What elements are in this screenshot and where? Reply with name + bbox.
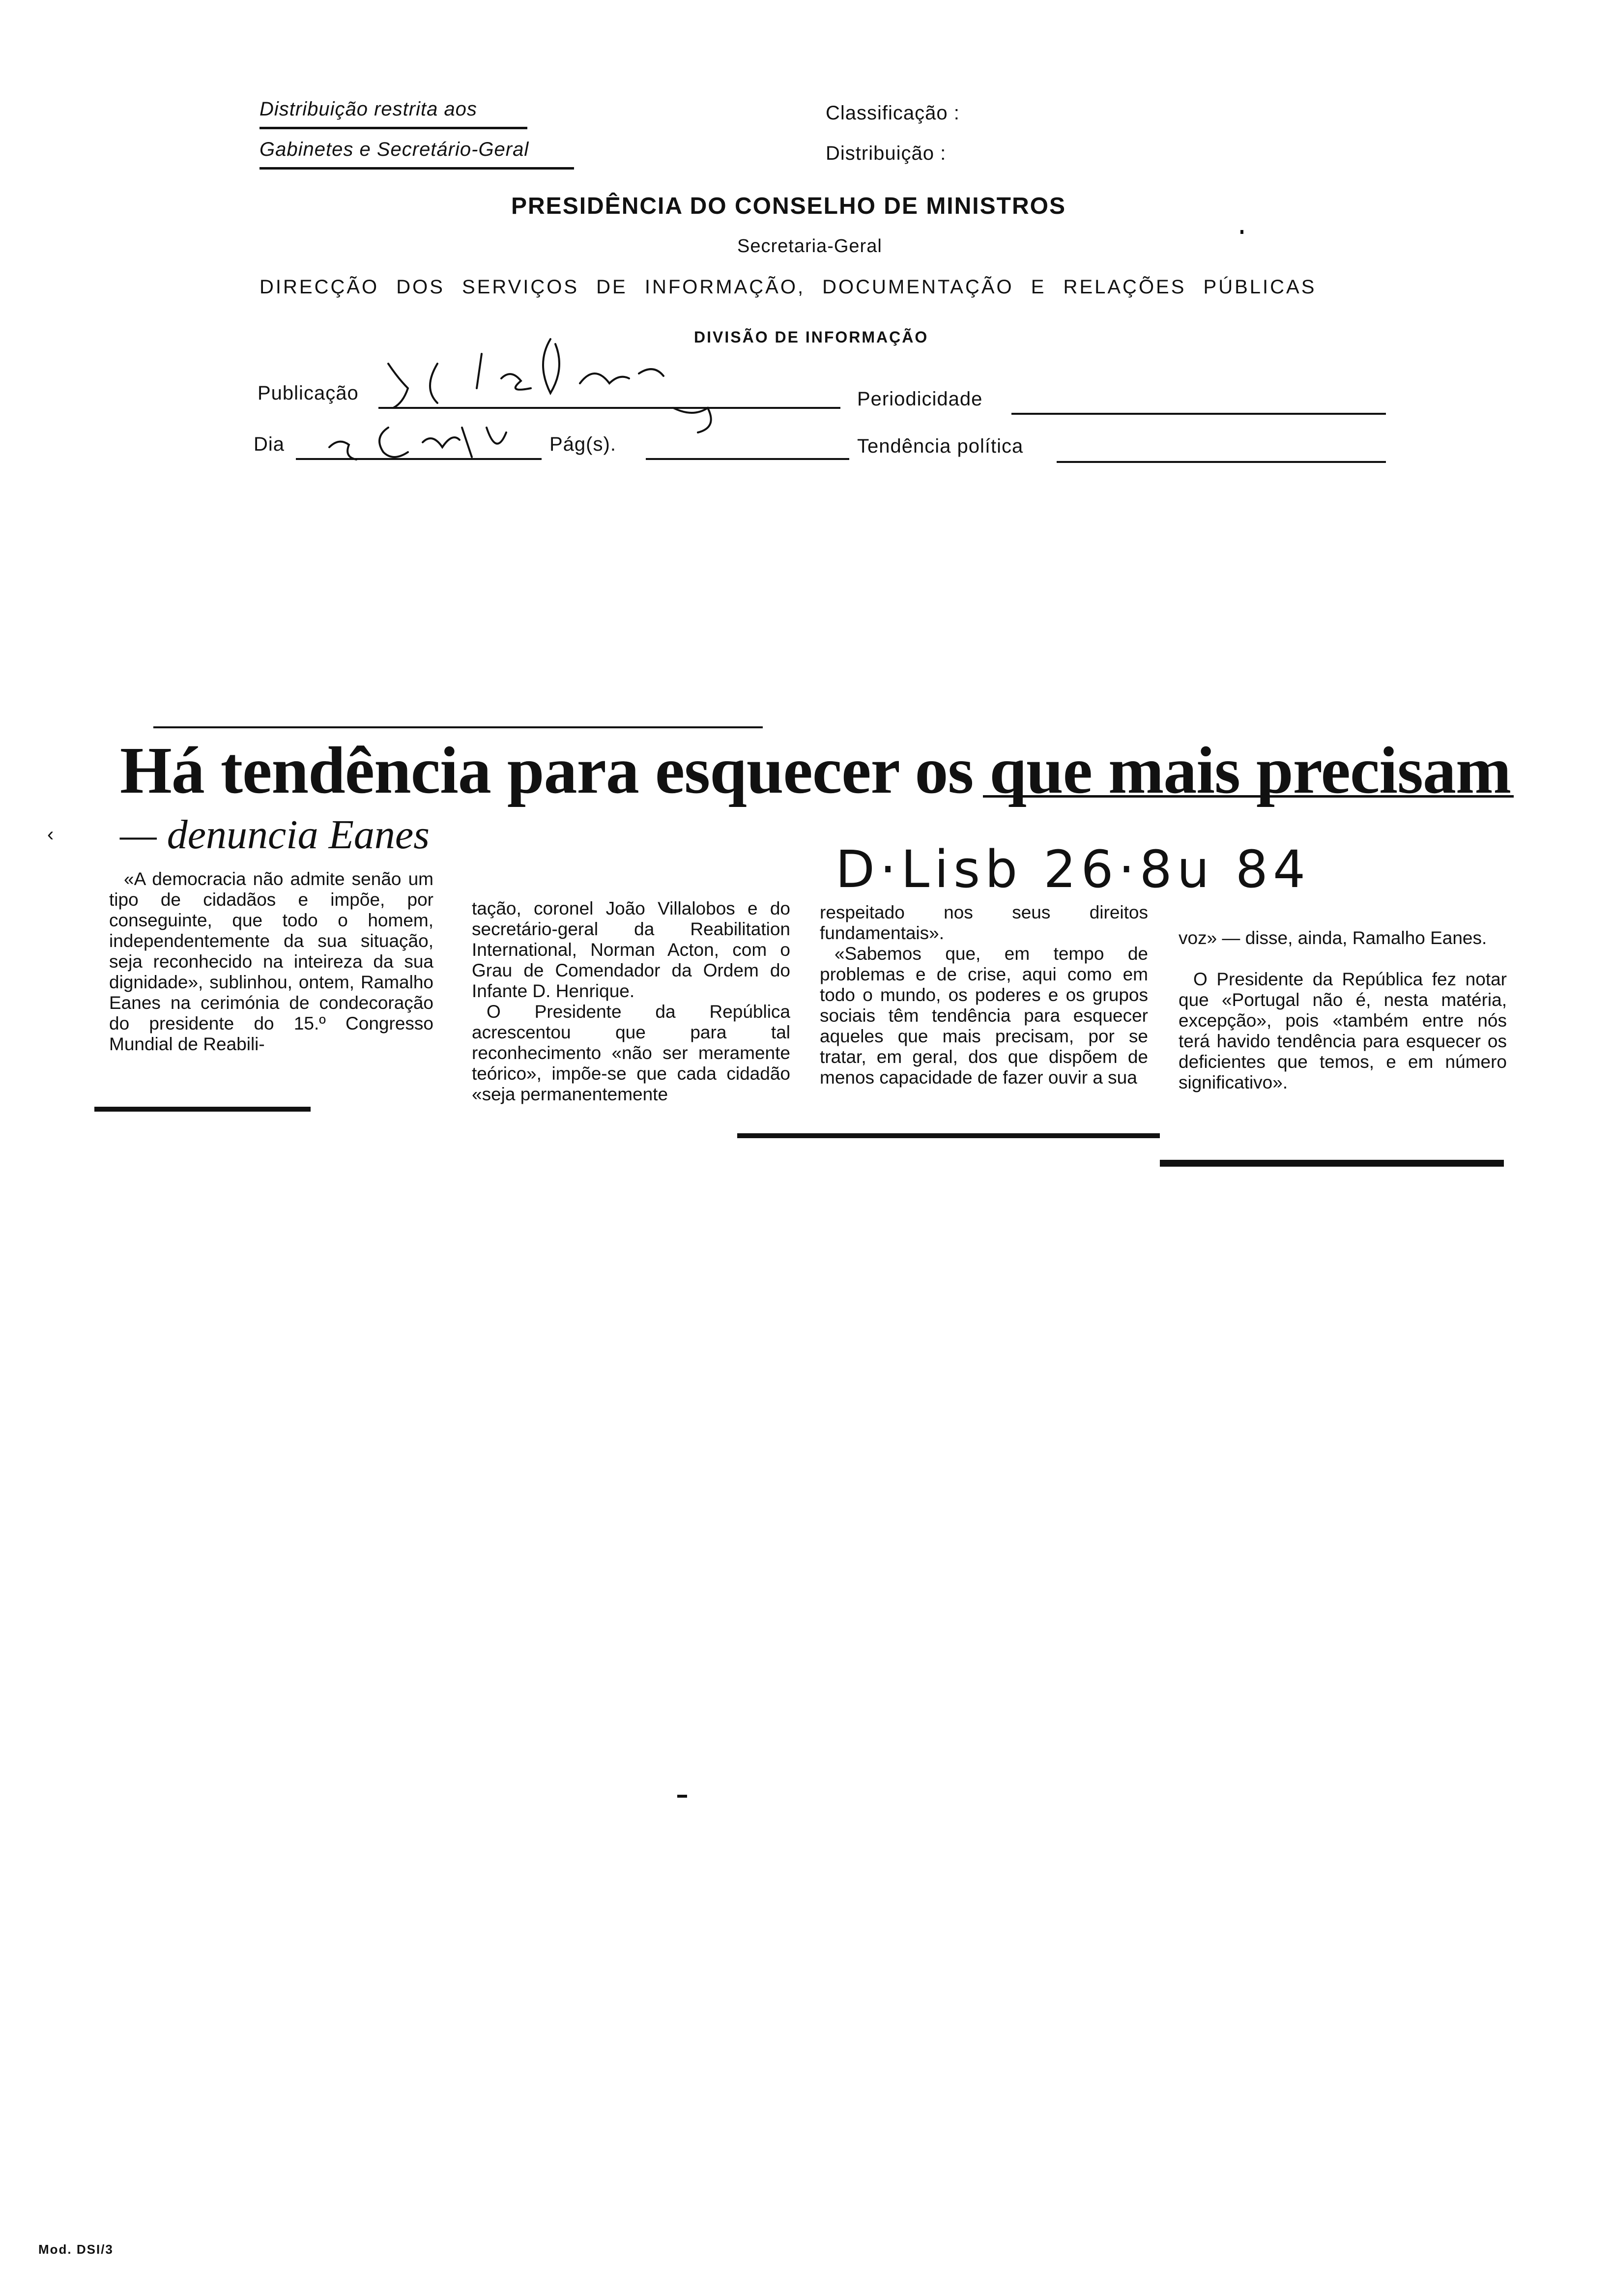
article-paragraph: «Sabemos que, em tempo de problemas e de crise, aqui como em todo o mundo, os poderes e os grupos sociais têm tendência para esquecer aqueles que mais precisam, por se tratar, em geral, dos que dispõem de menos capacidade de fazer ouvir a sua [820, 944, 1148, 1088]
clipping-bottom-rule [1160, 1160, 1504, 1167]
divider [259, 127, 527, 129]
org-title: PRESIDÊNCIA DO CONSELHO DE MINISTROS [511, 193, 1066, 219]
restricted-distribution-line1: Distribuição restrita aos [259, 98, 477, 120]
article-column-3 [820, 902, 1148, 1088]
publication-label: Publicação [258, 382, 359, 404]
handwritten-scribble [275, 334, 767, 467]
article-paragraph: tação, coronel João Villalobos e do secretário-geral da Reabilitation International, Norman Acton, com o Grau de Comendador da Ordem do Infante D. Henrique. [472, 898, 790, 1001]
headline: Há tendência para esquecer os que mais precisam [120, 734, 1511, 807]
clipping-bottom-rule [94, 1107, 311, 1112]
division-label: DIVISÃO DE INFORMAÇÃO [694, 328, 929, 346]
scan-mark [1240, 230, 1243, 234]
scan-mark [677, 1795, 687, 1798]
byline: — denuncia Eanes [120, 812, 430, 858]
periodicity-label: Periodicidade [857, 388, 983, 410]
article-paragraph: voz» — disse, ainda, Ramalho Eanes. [1179, 928, 1487, 948]
secretariat-label: Secretaria-Geral [737, 236, 882, 257]
political-tendency-label: Tendência política [857, 435, 1024, 457]
article-paragraph: O Presidente da República fez notar que «Portugal não é, nesta matéria, excepção», pois «também entre nós terá havido tendência para esquecer os deficientes que temos, e em número significativo». [1179, 969, 1507, 1092]
article-column-4 [1179, 928, 1507, 1093]
form-code: Mod. DSI/3 [38, 2242, 114, 2257]
clipping-bottom-rule [737, 1133, 1160, 1138]
restricted-distribution-line2: Gabinetes e Secretário-Geral [259, 139, 529, 160]
article-column-1 [109, 869, 433, 1055]
article-paragraph: «A democracia não admite senão um tipo de cidadãos e impõe, por conseguinte, que todo o homem, independentemente da sua situação, seja reconhecido na inteireza da sua dignidade», sublinhou, ontem, Ramalho Eanes na cerimónia de condecoração do presidente do 15.º Congresso Mundial de Reabili- [109, 869, 433, 1054]
directorate-label: DIRECÇÃO DOS SERVIÇOS DE INFORMAÇÃO, DOCUMENTAÇÃO E RELAÇÕES PÚBLICAS [259, 276, 1317, 298]
handwritten-source-note: D·Lisb 26·8u 84 [835, 839, 1311, 899]
divider [259, 167, 574, 170]
distribution-label: Distribuição : [826, 143, 947, 164]
political-tendency-field[interactable] [1057, 441, 1386, 463]
article-paragraph: O Presidente da República acrescentou que para tal reconhecimento «não ser meramente teórico», impõe-se que cada cidadão «seja permanentemente [472, 1002, 790, 1104]
pages-label: Pág(s). [549, 433, 616, 455]
classification-label: Classificação : [826, 102, 960, 124]
article-paragraph: respeitado nos seus direitos fundamentais». [820, 902, 1148, 943]
periodicity-field[interactable] [1011, 393, 1386, 415]
article-column-2 [472, 898, 790, 1105]
day-label: Dia [254, 433, 285, 455]
scan-mark: ‹ [47, 824, 54, 845]
clipping-top-rule [153, 726, 763, 728]
